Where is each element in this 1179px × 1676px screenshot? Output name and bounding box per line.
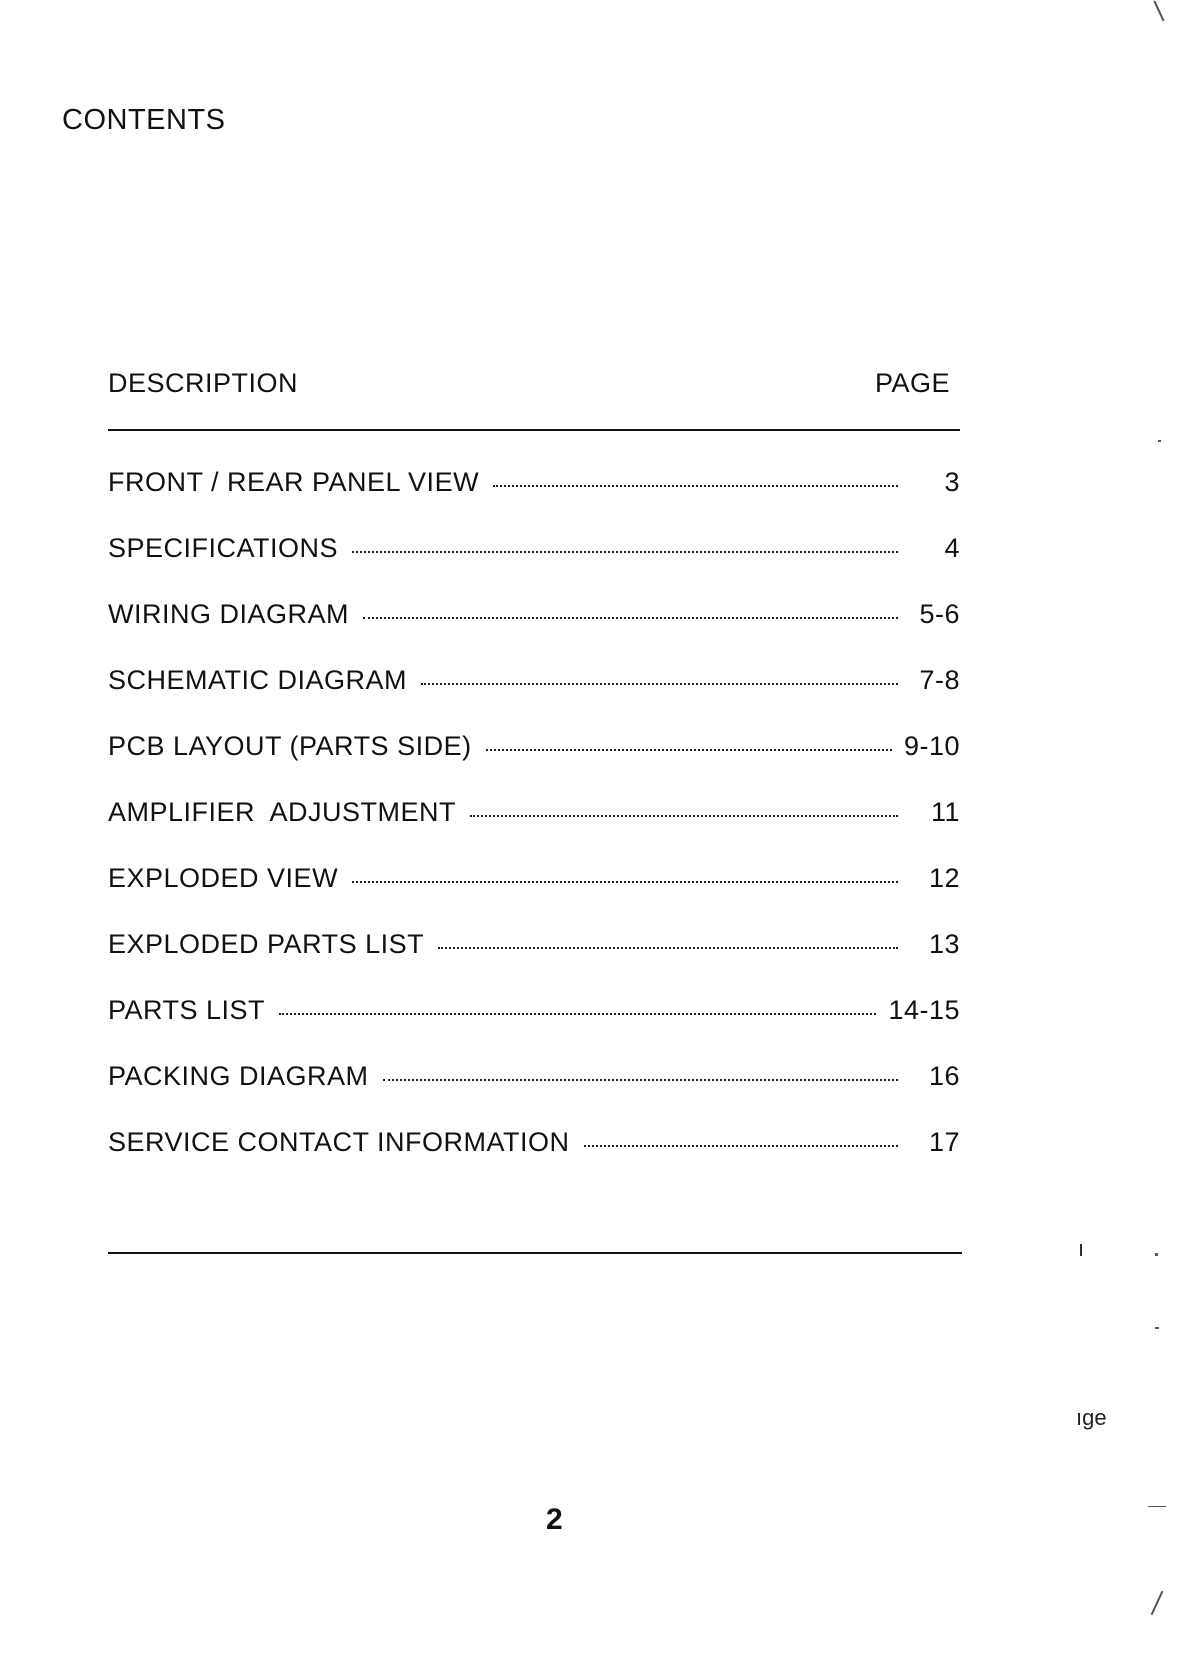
table-of-contents bbox=[108, 368, 960, 1193]
scan-edge-mark bbox=[1153, 1, 1164, 22]
scan-speck bbox=[1155, 1253, 1158, 1256]
toc-entry-label: FRONT / REAR PANEL VIEW bbox=[108, 467, 480, 497]
toc-entry bbox=[108, 929, 960, 995]
toc-entry-page: 14-15 bbox=[888, 995, 960, 1025]
dot-leader bbox=[438, 947, 898, 949]
dot-leader bbox=[470, 815, 898, 817]
dot-leader bbox=[486, 749, 892, 751]
toc-entry bbox=[108, 533, 960, 599]
toc-entry-label: SPECIFICATIONS bbox=[108, 533, 339, 563]
toc-entry-page: 12 bbox=[928, 863, 960, 893]
toc-entry bbox=[108, 1127, 960, 1193]
toc-entry-label: SERVICE CONTACT INFORMATION bbox=[108, 1127, 570, 1157]
description-column-header: DESCRIPTION bbox=[108, 368, 299, 398]
footer-divider bbox=[108, 1252, 962, 1254]
toc-entry bbox=[108, 1061, 960, 1127]
toc-entry-page: 13 bbox=[928, 929, 960, 959]
dot-leader bbox=[363, 617, 898, 619]
toc-entry-page: 16 bbox=[928, 1061, 960, 1091]
toc-entry-page: 17 bbox=[928, 1127, 960, 1157]
dot-leader bbox=[383, 1079, 898, 1081]
toc-entry-label: SCHEMATIC DIAGRAM bbox=[108, 665, 408, 695]
toc-entry bbox=[108, 797, 960, 863]
dot-leader bbox=[352, 551, 898, 553]
toc-entry bbox=[108, 665, 960, 731]
toc-entry-label: PCB LAYOUT (PARTS SIDE) bbox=[108, 731, 472, 761]
toc-entry bbox=[108, 863, 960, 929]
toc-entry bbox=[108, 599, 960, 665]
scan-speck bbox=[1155, 1327, 1159, 1329]
toc-entry-label: EXPLODED VIEW bbox=[108, 863, 339, 893]
margin-fragment-bracket: ı bbox=[1078, 1236, 1085, 1261]
dot-leader bbox=[584, 1145, 898, 1147]
toc-entry-page: 11 bbox=[930, 797, 960, 827]
toc-entry-page: 5-6 bbox=[919, 599, 960, 629]
toc-entry bbox=[108, 731, 960, 797]
margin-fragment-word: ıge bbox=[1076, 1405, 1107, 1430]
toc-entry-page: 7-8 bbox=[919, 665, 960, 695]
toc-entry-label: WIRING DIAGRAM bbox=[108, 599, 349, 629]
toc-list bbox=[108, 467, 960, 1193]
scan-edge-mark bbox=[1148, 1506, 1166, 1507]
toc-entry bbox=[108, 995, 960, 1061]
page-title: CONTENTS bbox=[62, 104, 226, 136]
toc-entry-label: AMPLIFIER ADJUSTMENT bbox=[108, 797, 457, 827]
toc-entry-label: PARTS LIST bbox=[108, 995, 266, 1025]
dot-leader bbox=[352, 881, 898, 883]
page-column-header: PAGE bbox=[874, 368, 950, 398]
toc-entry-page: 4 bbox=[944, 533, 960, 563]
toc-entry-label: PACKING DIAGRAM bbox=[108, 1061, 369, 1091]
page-number: 2 bbox=[546, 1503, 563, 1536]
scan-speck bbox=[1158, 440, 1161, 442]
scan-edge-mark bbox=[1151, 1591, 1164, 1615]
toc-entry-page: 3 bbox=[944, 467, 960, 497]
dot-leader bbox=[493, 485, 898, 487]
header-divider bbox=[108, 429, 960, 431]
dot-leader bbox=[279, 1013, 876, 1015]
toc-entry-page: 9-10 bbox=[903, 731, 960, 761]
dot-leader bbox=[421, 683, 898, 685]
toc-entry bbox=[108, 467, 960, 533]
toc-entry-label: EXPLODED PARTS LIST bbox=[108, 929, 425, 959]
toc-header bbox=[108, 368, 960, 399]
